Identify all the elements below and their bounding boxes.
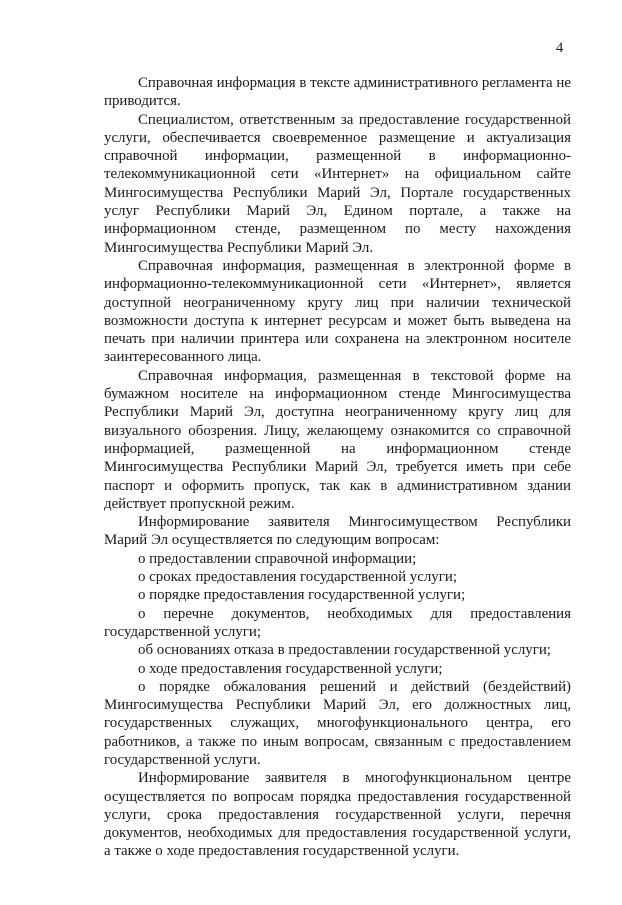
list-item: о порядке предоставления государственной услуги; — [138, 587, 466, 604]
list-item: об основаниях отказа в предоставлении государственной услуги; — [138, 642, 551, 659]
document-body — [104, 74, 571, 861]
paragraph-electronic-info: Справочная информация, размещенная в электронной форме в информационно-телекоммуникационной сети «Интернет», является доступной неограниченному кругу лиц при наличии технической возможности доступа к интернет ресурсам и может быть выведена на печать при наличии принтера или сохранена на электронном носителе заинтересованного лица. — [104, 257, 571, 366]
paragraph-mfc-informing: Информирование заявителя в многофункциональном центре осуществляется по вопросам порядка предоставления государственной услуги, срока предоставления государственной услуги, перечня документов, необходимых для предоставления государственной услуги, а также о ходе предоставления государственной услуги. — [104, 770, 571, 860]
paragraph-paper-info: Справочная информация, размещенная в текстовой форме на бумажном носителе на информационном стенде Мингосимущества Республики Марий Эл, доступна неограниченному кругу лиц для визуального обозрения. Лицу, желающему ознакомится со справочной информацией, размещенной на информационном стенде Мингосимущества Республики Марий Эл, требуется иметь при себе паспорт и оформить пропуск, так как в административном здании действует пропускной режим. — [104, 367, 571, 512]
paragraph-reference-info: Справочная информация в тексте административного регламента не приводится. — [104, 75, 571, 110]
page-number: 4 — [556, 40, 564, 56]
list-item: о перечне документов, необходимых для предоставления государственной услуги; — [104, 605, 571, 640]
list-item: о предоставлении справочной информации; — [138, 550, 417, 567]
list-item: о сроках предоставления государственной услуги; — [138, 569, 457, 586]
paragraph-informing-intro: Информирование заявителя Мингосимуществом Республики Марий Эл осуществляется по следующим вопросам: — [104, 514, 571, 549]
list-item: о порядке обжалования решений и действий (бездействий) Мингосимущества Республики Марий Эл, его должностных лиц, государственных служащих, многофункционального центра, его работников, а также по иным вопросам, связанным с предоставлением государственной услуги. — [104, 678, 571, 768]
list-item: о ходе предоставления государственной услуги; — [138, 660, 443, 677]
paragraph-specialist-duties: Специалистом, ответственным за предоставление государственной услуги, обеспечивается своевременное размещение и актуализация справочной информации, размещенной в информационно-телекоммуникационной сети «Интернет» на официальном сайте Мингосимущества Республики Марий Эл, Портале государственных услуг Республики Марий Эл, Едином портале, а также на информационном стенде, размещенном по месту нахождения Мингосимущества Республики Марий Эл. — [104, 111, 571, 256]
